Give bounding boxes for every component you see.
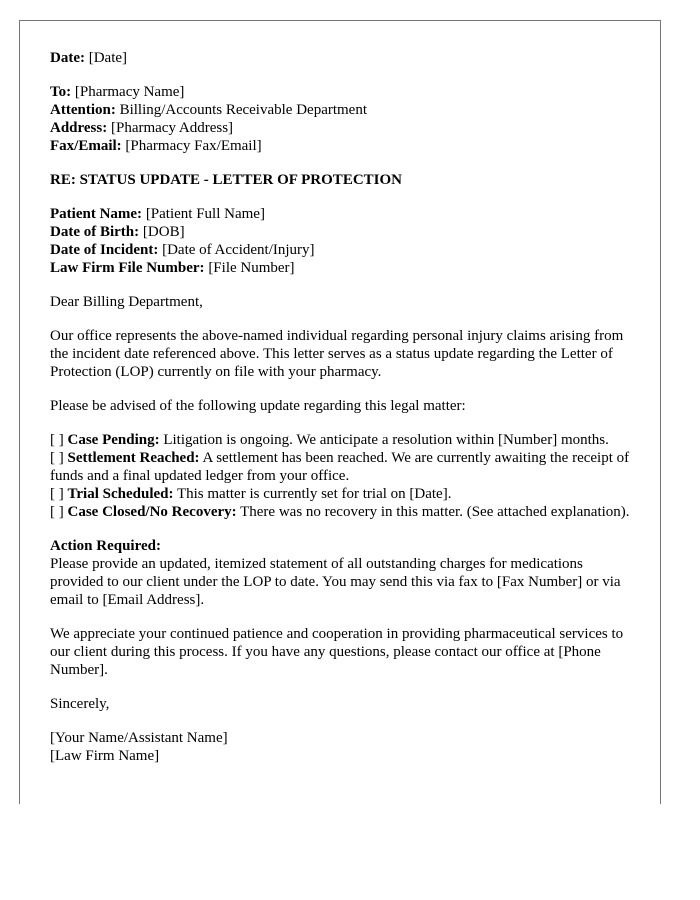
attention-value: Billing/Accounts Receivable Department: [115, 102, 368, 118]
case-closed-label: Case Closed/No Recovery:: [67, 504, 237, 520]
settlement-reached-text: A settlement has been reached. We are currently awaiting the receipt of funds and a final updated ledger from your office.: [50, 450, 630, 484]
status-option-settlement-reached: [50, 449, 635, 485]
file-number-value: [File Number]: [204, 260, 295, 276]
fax-email-value: [Pharmacy Fax/Email]: [121, 138, 262, 154]
date-value: [Date]: [84, 50, 128, 66]
address-value: [Pharmacy Address]: [107, 120, 234, 136]
case-closed-text: There was no recovery in this matter. (See attached explanation).: [236, 504, 630, 520]
status-option-case-closed: [50, 503, 635, 521]
action-required-text: Please provide an updated, itemized statement of all outstanding charges for medications provided to our client under the LOP to date. You may send this via fax to [Fax Number] or via email to [Email Address].: [50, 556, 621, 608]
to-value: [Pharmacy Name]: [71, 84, 185, 100]
signature-block: [50, 729, 635, 765]
signature-name: [Your Name/Assistant Name]: [50, 730, 228, 746]
checkbox-trial-scheduled[interactable]: [ ]: [50, 486, 64, 502]
case-pending-label: Case Pending:: [67, 432, 160, 448]
dob-label: Date of Birth:: [50, 224, 140, 240]
settlement-reached-label: Settlement Reached:: [67, 450, 200, 466]
closing-paragraph: We appreciate your continued patience and cooperation in providing pharmaceutical services to our client during this process. If you have any questions, please contact our office at [Phone Number].: [50, 626, 624, 678]
case-pending-text: Litigation is ongoing. We anticipate a resolution within [Number] months.: [159, 432, 609, 448]
incident-date-value: [Date of Accident/Injury]: [158, 242, 315, 258]
intro-paragraph: Our office represents the above-named individual regarding personal injury claims arising from the incident date referenced above. This letter serves as a status update regarding the Letter of Protection (LOP) currently on file with your pharmacy.: [50, 328, 624, 380]
fax-email-label: Fax/Email:: [50, 138, 122, 154]
trial-scheduled-label: Trial Scheduled:: [67, 486, 174, 502]
file-number-label: Law Firm File Number:: [50, 260, 205, 276]
patient-block: [50, 205, 635, 277]
patient-name-label: Patient Name:: [50, 206, 143, 222]
letter-page: [19, 20, 661, 804]
date-label: Date:: [50, 50, 85, 66]
checkbox-settlement-reached[interactable]: [ ]: [50, 450, 64, 466]
status-option-case-pending: [50, 431, 635, 449]
signoff: Sincerely,: [50, 696, 110, 712]
letter-content: [50, 49, 635, 781]
signature-firm: [Law Firm Name]: [50, 748, 160, 764]
incident-date-label: Date of Incident:: [50, 242, 159, 258]
to-label: To:: [50, 84, 72, 100]
recipient-block: [50, 83, 635, 155]
status-options: [50, 431, 635, 521]
attention-label: Attention:: [50, 102, 116, 118]
action-required-block: [50, 537, 635, 609]
date-line: [50, 49, 635, 67]
checkbox-case-pending[interactable]: [ ]: [50, 432, 64, 448]
status-option-trial-scheduled: [50, 485, 635, 503]
checkbox-case-closed[interactable]: [ ]: [50, 504, 64, 520]
dob-value: [DOB]: [139, 224, 185, 240]
address-label: Address:: [50, 120, 108, 136]
action-required-heading: Action Required:: [50, 538, 161, 554]
trial-scheduled-text: This matter is currently set for trial on [Date].: [173, 486, 452, 502]
advised-paragraph: Please be advised of the following update regarding this legal matter:: [50, 398, 466, 414]
salutation: Dear Billing Department,: [50, 294, 203, 310]
subject-line: RE: STATUS UPDATE - LETTER OF PROTECTION: [50, 172, 402, 188]
patient-name-value: [Patient Full Name]: [142, 206, 265, 222]
